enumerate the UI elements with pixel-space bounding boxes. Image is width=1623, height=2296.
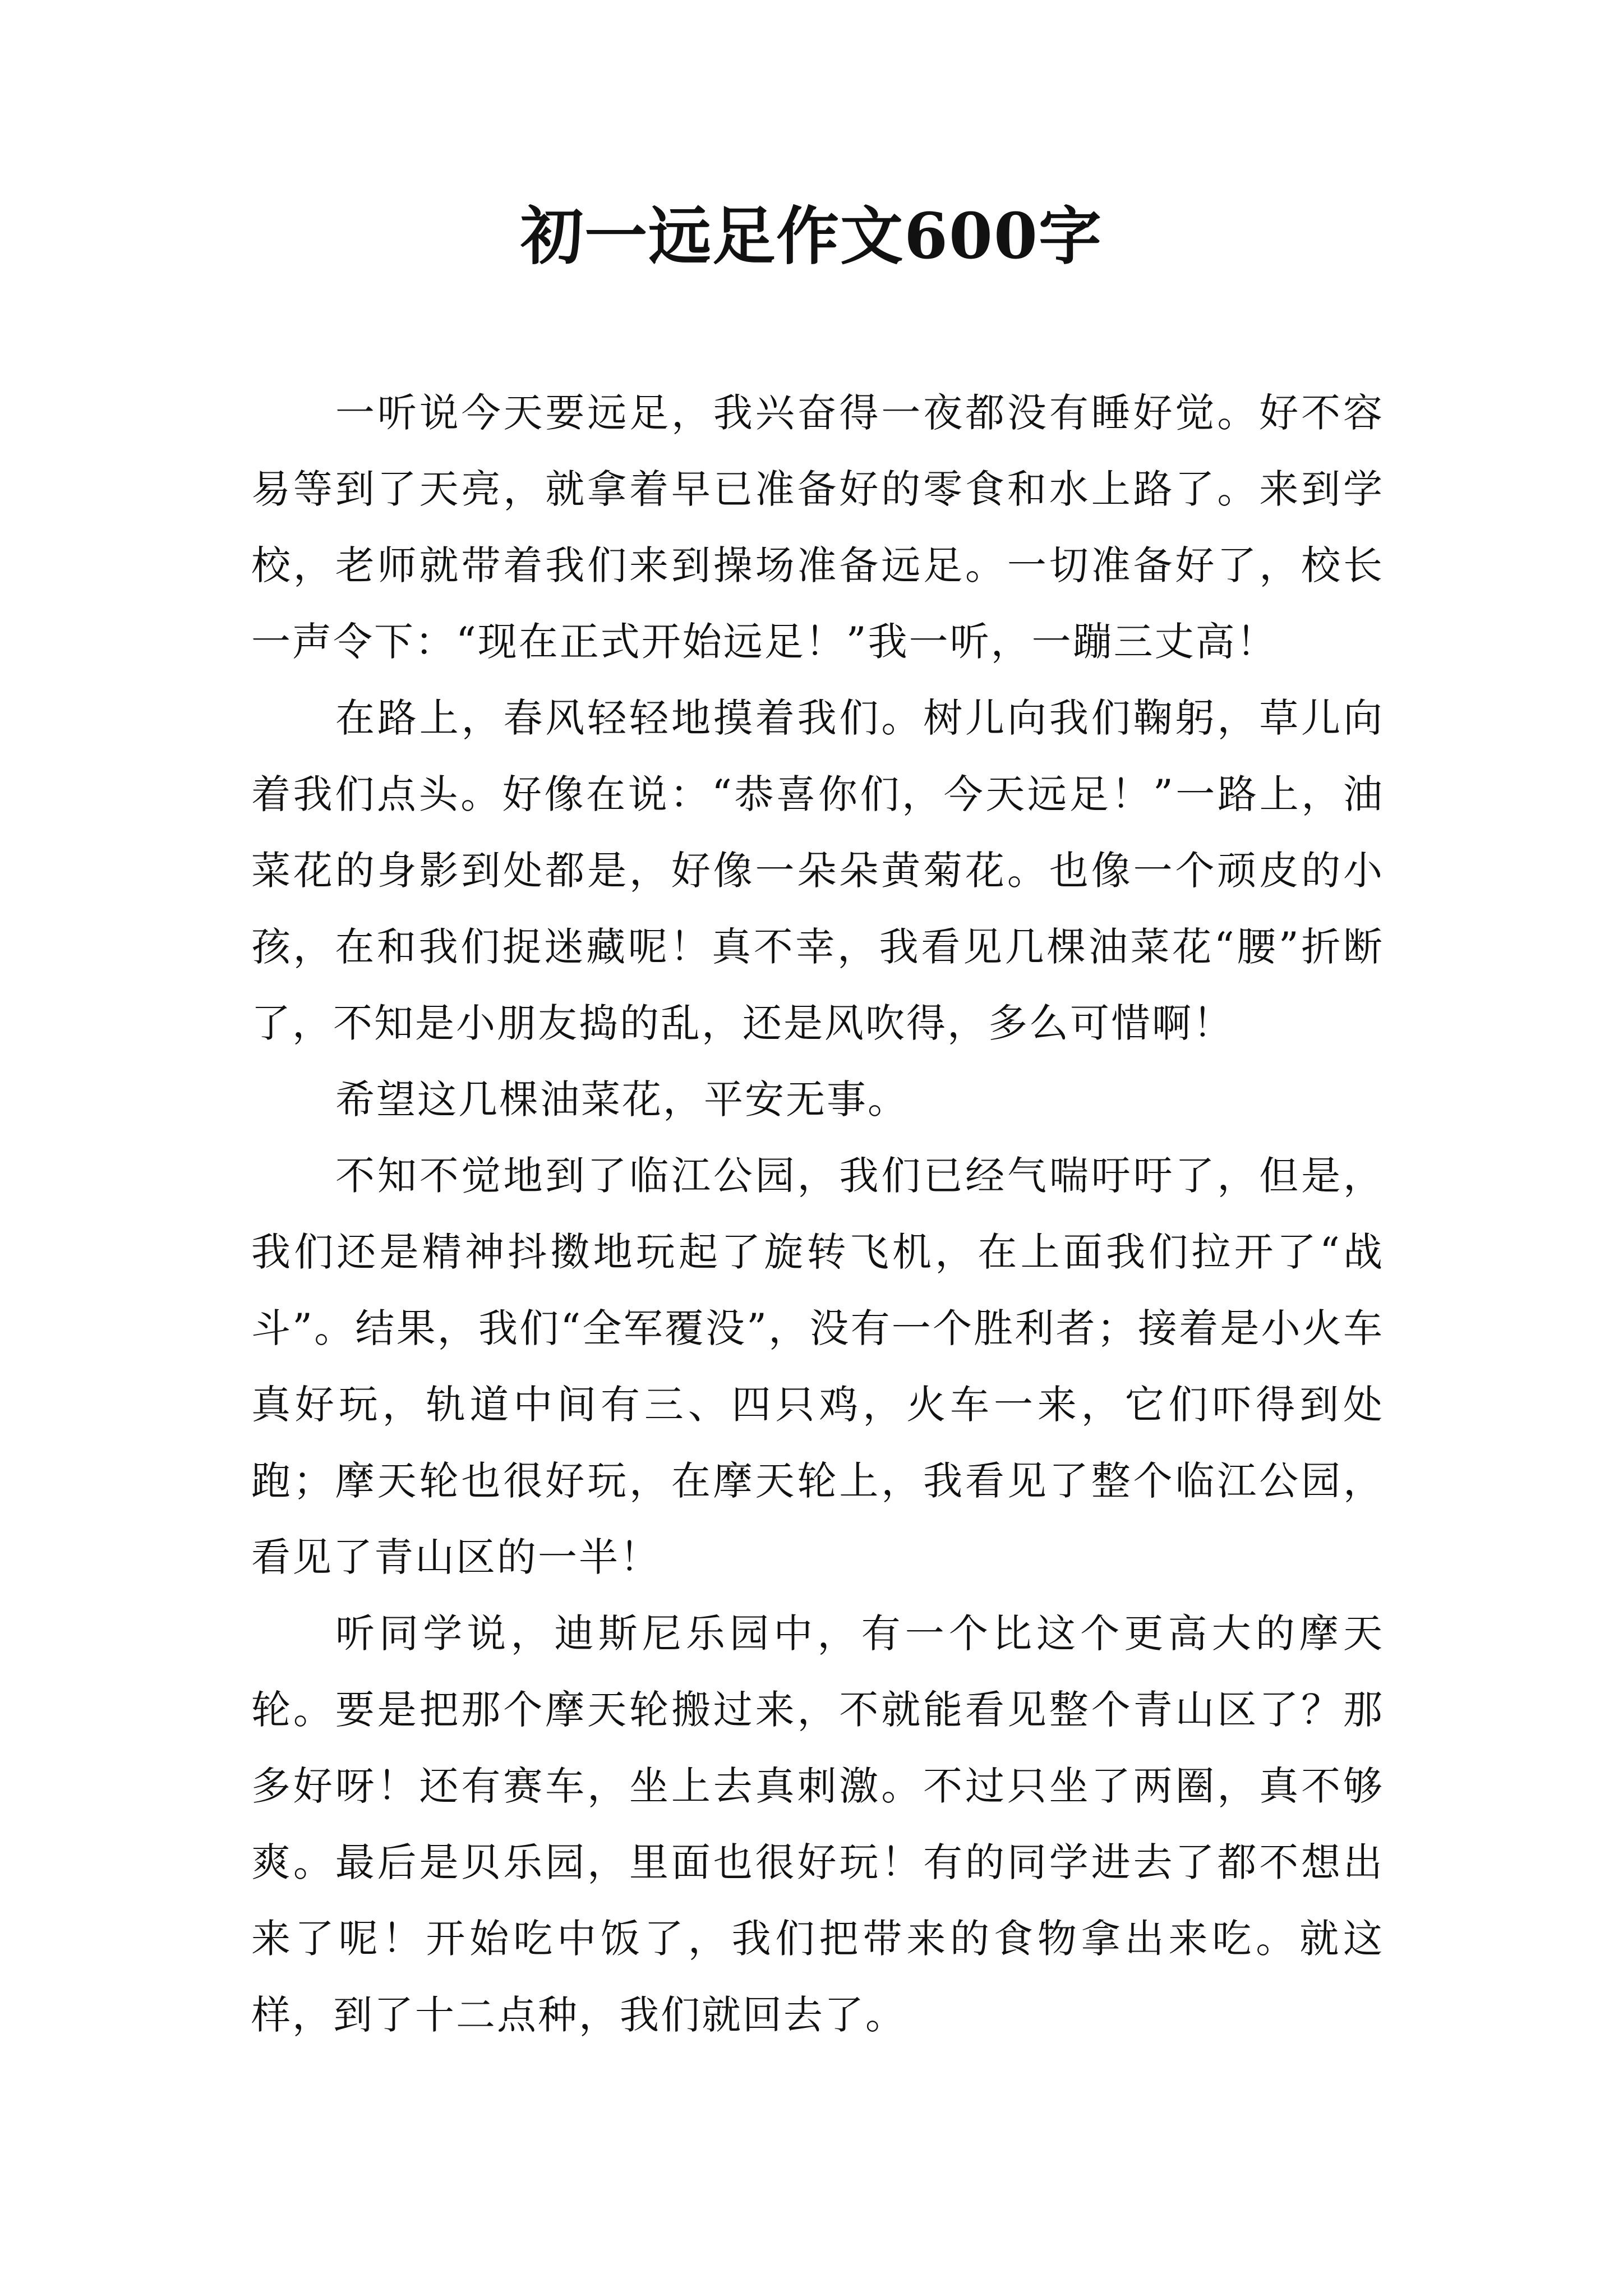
paragraph-1: 一听说今天要远足，我兴奋得一夜都没有睡好觉。好不容易等到了天亮，就拿着早已准备好的零食和水上路了。来到学校，老师就带着我们来到操场准备远足。一切准备好了，校长一声令下：“现在正式开始远足！”我一听，一蹦三丈高！: [251, 390, 1384, 665]
paragraph-2: 在路上，春风轻轻地摸着我们。树儿向我们鞠躬，草儿向着我们点头。好像在说：“恭喜你们，今天远足！”一路上，油菜花的身影到处都是，好像一朵朵黄菊花。也像一个顽皮的小孩，在和我们捉迷藏呢！真不幸，我看见几棵油菜花“腰”折断了，不知是小朋友捣的乱，还是风吹得，多么可惜啊！: [251, 695, 1384, 1046]
document-body: [251, 375, 1384, 2053]
document-title: 初一远足作文600字: [520, 200, 1103, 273]
paragraph-5: 听同学说，迪斯尼乐园中，有一个比这个更高大的摩天轮。要是把那个摩天轮搬过来，不就能看见整个青山区了？那多好呀！还有赛车，坐上去真刺激。不过只坐了两圈，真不够爽。最后是贝乐园，里面也很好玩！有的同学进去了都不想出来了呢！开始吃中饭了，我们把带来的食物拿出来吃。就这样，到了十二点种，我们就回去了。: [251, 1611, 1384, 2038]
paragraph-3: 希望这几棵油菜花，平安无事。: [335, 1076, 909, 1122]
paragraph-4: 不知不觉地到了临江公园，我们已经气喘吁吁了，但是，我们还是精神抖擞地玩起了旋转飞机，在上面我们拉开了“战斗”。结果，我们“全军覆没”，没有一个胜利者；接着是小火车真好玩，轨道中间有三、四只鸡，火车一来，它们吓得到处跑；摩天轮也很好玩，在摩天轮上，我看见了整个临江公园，看见了青山区的一半！: [251, 1153, 1384, 1580]
